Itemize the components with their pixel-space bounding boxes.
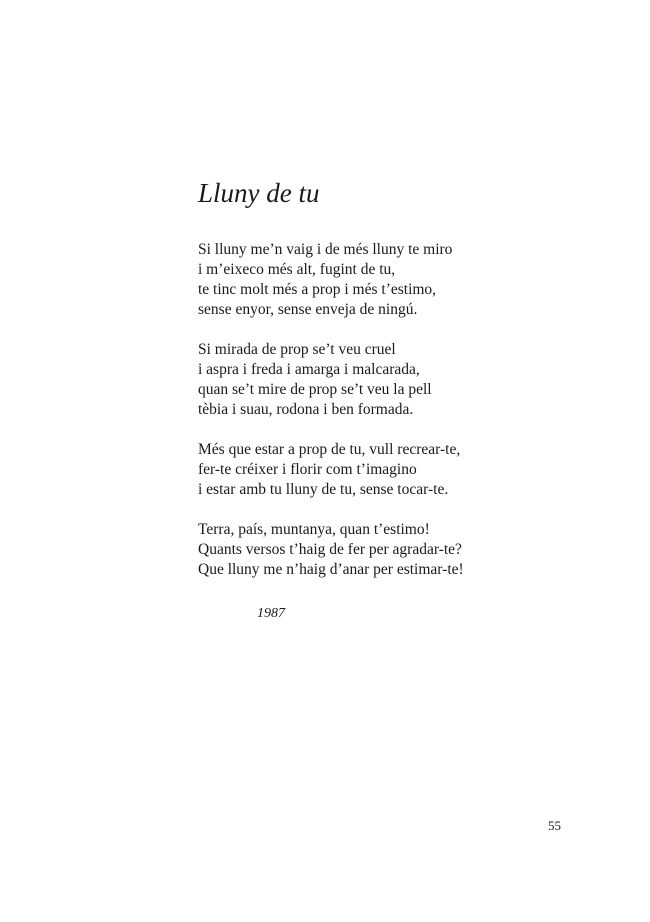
poem-body [198, 240, 558, 600]
verse: fer-te créixer i florir com t’imagino [198, 461, 417, 478]
stanza-1 [198, 240, 558, 320]
verse: Quants versos t’haig de fer per agradar-te? [198, 541, 462, 558]
verse: Si mirada de prop se’t veu cruel [198, 341, 396, 358]
verse: Que lluny me n’haig d’anar per estimar-te! [198, 561, 464, 578]
verse: Terra, país, muntanya, quan t’estimo! [198, 521, 430, 538]
verse: i aspra i freda i amarga i malcarada, [198, 361, 420, 378]
stanza-3 [198, 440, 558, 500]
verse: te tinc molt més a prop i més t’estimo, [198, 281, 437, 298]
verse: i estar amb tu lluny de tu, sense tocar-te. [198, 481, 449, 498]
verse: Més que estar a prop de tu, vull recrear-te, [198, 441, 461, 458]
verse: i m’eixeco més alt, fugint de tu, [198, 261, 396, 278]
poem-title: Lluny de tu [198, 178, 320, 208]
stanza-2 [198, 340, 558, 420]
verse: sense enyor, sense enveja de ningú. [198, 301, 418, 318]
poem-date: 1987 [257, 606, 285, 621]
verse: Si lluny me’n vaig i de més lluny te miro [198, 241, 453, 258]
verse: tèbia i suau, rodona i ben formada. [198, 401, 414, 418]
verse: quan se’t mire de prop se’t veu la pell [198, 381, 432, 398]
stanza-4 [198, 520, 558, 580]
page-number: 55 [548, 818, 561, 833]
